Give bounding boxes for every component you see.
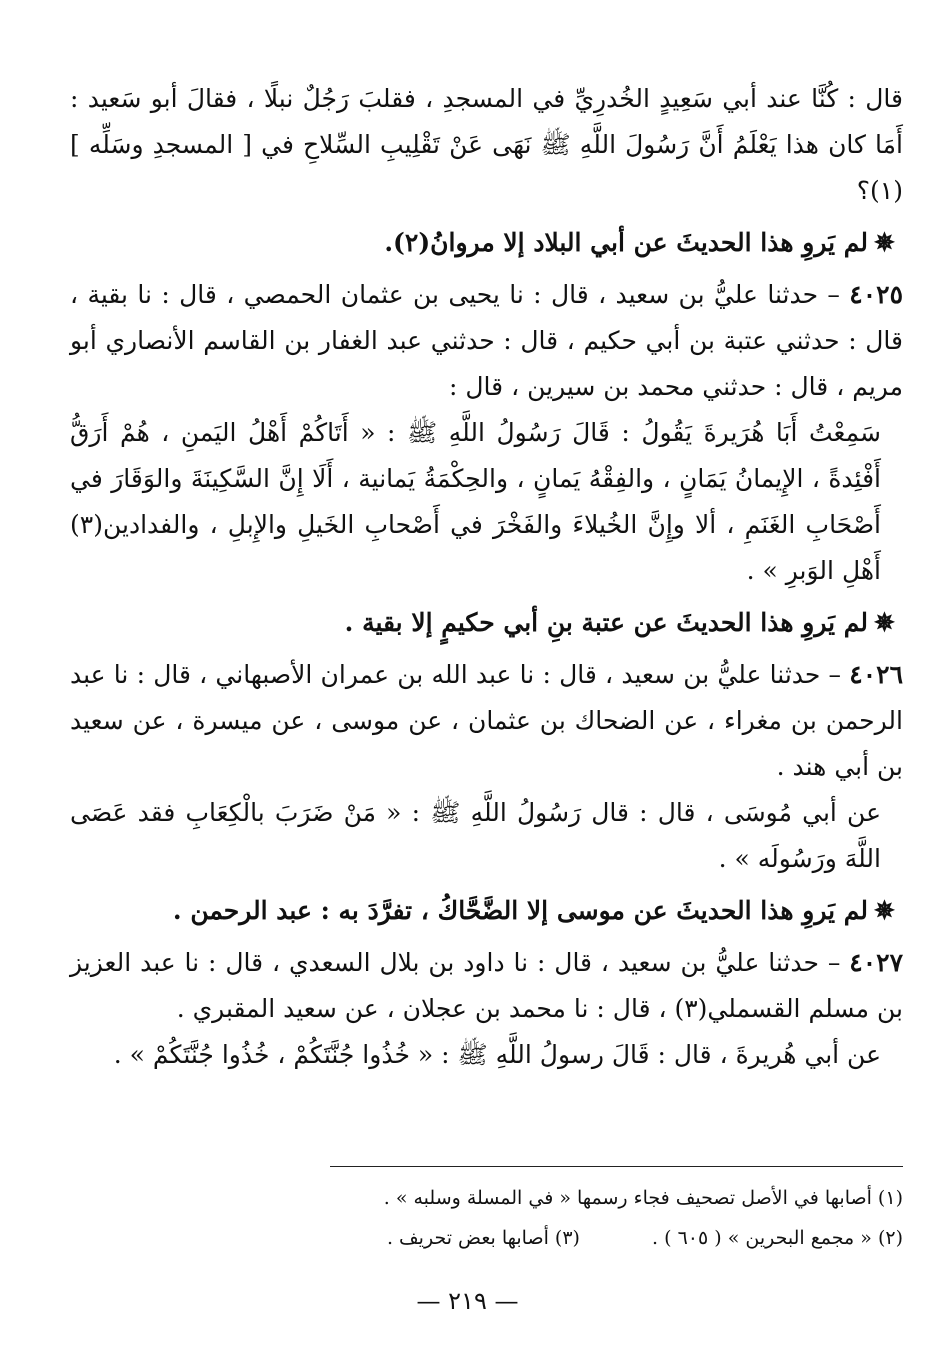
footnote-3: (٣) أصابها بعض تحريف . [386,1227,580,1249]
hadith-4025-isnad [70,272,903,410]
note-2-text: لم يَروِ هذا الحديثَ عن عتبة بنِ أبي حكيمٍ إلا بقية . [344,608,869,637]
star-icon: ✵ [874,896,895,925]
star-icon: ✵ [874,608,895,637]
hadith-4026-isnad [70,652,903,790]
star-icon: ✵ [874,228,895,257]
footnote-row-2 [200,1218,903,1258]
note-1-text: لم يَروِ هذا الحديثَ عن أبي البلاد إلا مروانُ(٢). [384,228,869,257]
note-2 [70,600,903,646]
hadith-isnad-text: – حدثنا عليُّ بن سعيد ، قال : نا داود بن بلال السعدي ، قال : نا عبد العزيز بن مسلم القسملي(٣) ، قال : نا محمد بن عجلان ، عن سعيد المقبري . [70,948,903,1023]
note-3 [70,888,903,934]
hadith-isnad-text: – حدثنا عليُّ بن سعيد ، قال : نا يحيى بن عثمان الحمصي ، قال : نا بقية ، قال : حدثني عتبة بن أبي حكيم ، قال : حدثني عبد الغفار بن القاسم الأنصاري أبو مريم ، قال : حدثني محمد بن سيرين ، قال : [70,280,903,401]
hadith-4025-matn: سَمِعْتُ أَبَا هُرَيرةَ يَقُولُ : قَالَ رَسُولُ اللَّهِ ﷺ : « أَتَاكُمْ أَهْلُ اليَمنِ ، هُمْ أَرَقُّ أَفْئِدةً ، الإِيمانُ يَمَانٍ ، والفِقْهُ يَمانٍ ، والحِكْمَةُ يَمانية ، أَلَا إِنَّ السَّكِينَةَ والوَقَارَ في أَصْحَابِ الغَنَمِ ، ألا وإِنَّ الخُيلاءَ والفَخْرَ في أَصْحابِ الخَيلِ والإِبلِ ، والفدادين(٣) أَهْلِ الوَبرِ » . [70,418,881,585]
hadith-4027-matn: عن أبي هُريرةَ ، قال : قَالَ رسولُ اللَّهِ ﷺ : « خُذُوا جُنَّتَكُمْ ، خُذُوا جُنَّتَكُمْ » . [113,1040,881,1069]
footnotes [200,1178,903,1258]
hadith-number: ٤٠٢٧ [849,948,903,977]
hadith-number: ٤٠٢٦ [849,660,903,689]
note-1 [70,220,903,266]
hadith-isnad-text: – حدثنا عليُّ بن سعيد ، قال : نا عبد الله بن عمران الأصبهاني ، قال : نا عبد الرحمن بن مغراء ، عن الضحاك بن عثمان ، عن موسى ، عن ميسرة ، عن سعيد بن أبي هند . [70,660,903,781]
note-3-text: لم يَروِ هذا الحديثَ عن موسى إلا الضَّحَّاكُ ، تفرَّدَ به : عبد الرحمن . [172,896,869,925]
footnote-divider [330,1166,903,1167]
footnote-1: (١) أصابها في الأصل تصحيف فجاء رسمها « في المسلة وسلبه » . [383,1187,903,1209]
footnote-2: (٢) « مجمع البحرين » ( ٦٠٥ ) . [652,1227,903,1249]
page-body [70,76,903,1078]
hadith-number: ٤٠٢٥ [849,280,903,309]
hadith-4026-matn: عن أبي مُوسَى ، قال : قال رَسُولُ اللَّهِ ﷺ : « مَنْ ضَرَبَ بالْكِعَابِ فقد عَصَى اللَّهَ ورَسُولَه » . [70,798,881,873]
paragraph-1: قال : كُنَّا عند أبي سَعِيدٍ الخُدرِيِّ في المسجدِ ، فقلبَ رَجُلٌ نبلًا ، فقالَ أبو سَعيد : أَمَا كان هذا يَعْلَمُ أَنَّ رَسُولَ اللَّهِ ﷺ نَهَى عَنْ تَقْلِيبِ السِّلاحِ في [ المسجدِ وسَلِّه ](١)؟ [70,84,903,205]
page-number: — ٢١٩ — [416,1287,519,1315]
hadith-4027-isnad [70,940,903,1032]
